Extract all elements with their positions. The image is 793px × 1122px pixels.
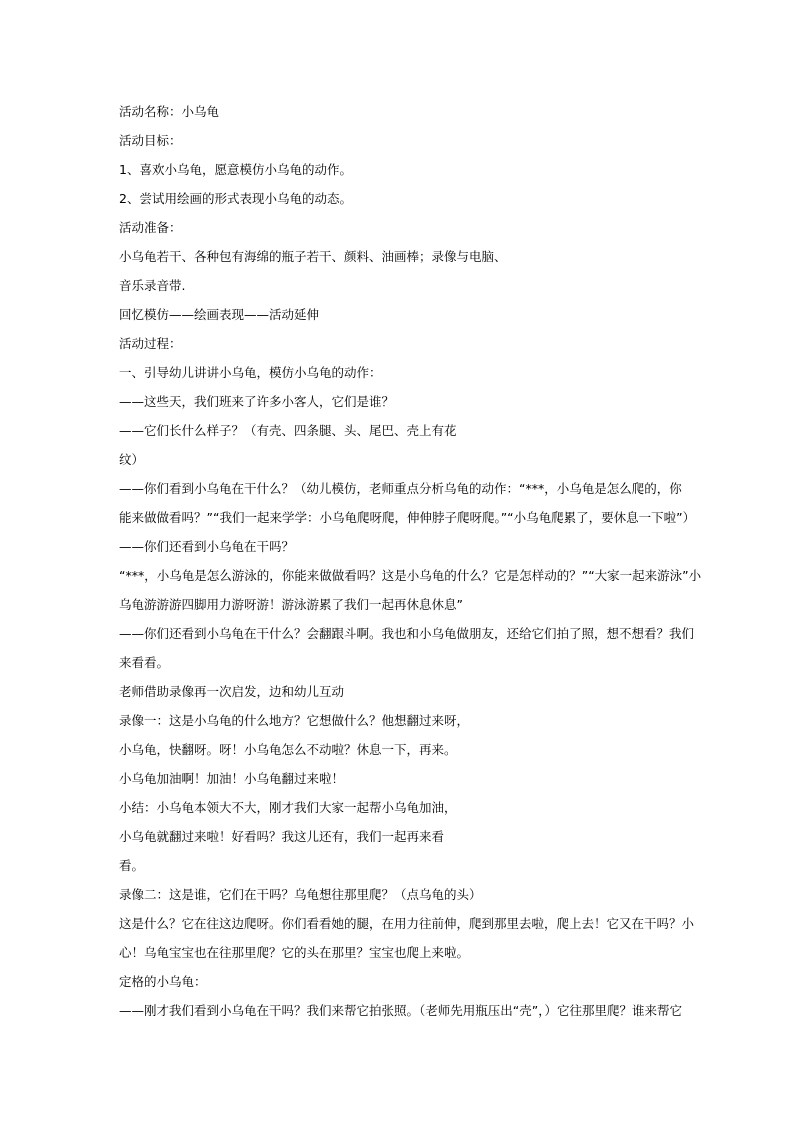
activity-name: 活动名称：小乌龟	[119, 104, 220, 119]
paragraph-line: 录像一：这是小乌龟的什么地方？它想做什么？他想翻过来呀，	[119, 713, 470, 728]
goal-1: 1、喜欢小乌龟，愿意模仿小乌龟的动作。	[119, 162, 352, 177]
preparation-text-1: 小乌龟若干、各种包有海绵的瓶子若干、颜料、油画棒；录像与电脑、	[119, 249, 507, 264]
paragraph-line: ——你们还看到小乌龟在干吗？	[119, 539, 295, 554]
paragraph-line: 老师借助录像再一次启发，边和幼儿互动	[119, 684, 345, 699]
paragraph-line: “***，小乌龟是怎么游泳的，你能来做做看吗？这是小乌龟的什么？它是怎样动的？”“大家一起来游泳”小	[119, 568, 702, 583]
paragraph-line: 能来做做看吗？”“我们一起来学学：小乌龟爬呀爬，伸伸脖子爬呀爬。”“小乌龟爬累了，要休息一下啦”）	[119, 510, 696, 525]
preparation-heading: 活动准备：	[119, 220, 182, 235]
goal-2: 2、尝试用绘画的形式表现小乌龟的动态。	[119, 191, 352, 206]
paragraph-line: ——你们看到小乌龟在干什么？（幼儿模仿，老师重点分析乌龟的动作：“***，小乌龟是怎么爬的，你	[119, 481, 682, 496]
section-one-heading: 一、引导幼儿讲讲小乌龟，模仿小乌龟的动作：	[119, 365, 382, 380]
paragraph-line: ——刚才我们看到小乌龟在干吗？我们来帮它拍张照。（老师先用瓶压出“壳”，）它往那里爬？谁来帮它	[119, 1003, 682, 1018]
activity-flow: 回忆模仿——绘画表现——活动延伸	[119, 307, 320, 322]
paragraph-line: ——这些天，我们班来了许多小客人，它们是谁？	[119, 394, 395, 409]
paragraph-line: 乌龟游游游四脚用力游呀游！游泳游累了我们一起再休息休息”	[119, 597, 463, 612]
paragraph-line: 定格的小乌龟：	[119, 974, 207, 989]
preparation-text-2: 音乐录音带.	[119, 278, 186, 293]
paragraph-line: 小乌龟加油啊！加油！小乌龟翻过来啦！	[119, 771, 345, 786]
paragraph-line: 纹）	[119, 452, 145, 467]
process-heading: 活动过程：	[119, 336, 182, 351]
paragraph-line: 小结：小乌龟本领大不大，刚才我们大家一起帮小乌龟加油，	[119, 800, 457, 815]
goals-heading: 活动目标：	[119, 133, 182, 148]
paragraph-line: 录像二：这是谁，它们在干吗？乌龟想往那里爬？（点乌龟的头）	[119, 887, 482, 902]
paragraph-line: 小乌龟，快翻呀。呀！小乌龟怎么不动啦？休息一下，再来。	[119, 742, 457, 757]
paragraph-line: 小乌龟就翻过来啦！好看吗？我这儿还有，我们一起再来看	[119, 829, 445, 844]
paragraph-line: 看。	[119, 858, 145, 873]
paragraph-line: 这是什么？它在往这边爬呀。你们看看她的腿，在用力往前伸，爬到那里去啦，爬上去！它又在干吗？小	[119, 916, 695, 931]
paragraph-line: 心！乌龟宝宝也在往那里爬？它的头在那里？宝宝也爬上来啦。	[119, 945, 470, 960]
paragraph-line: ——你们还看到小乌龟在干什么？会翻跟斗啊。我也和小乌龟做朋友，还给它们拍了照，想不想看？我们	[119, 626, 695, 641]
paragraph-line: ——它们长什么样子？（有壳、四条腿、头、尾巴、壳上有花	[119, 423, 457, 438]
paragraph-line: 来看看。	[119, 655, 170, 670]
